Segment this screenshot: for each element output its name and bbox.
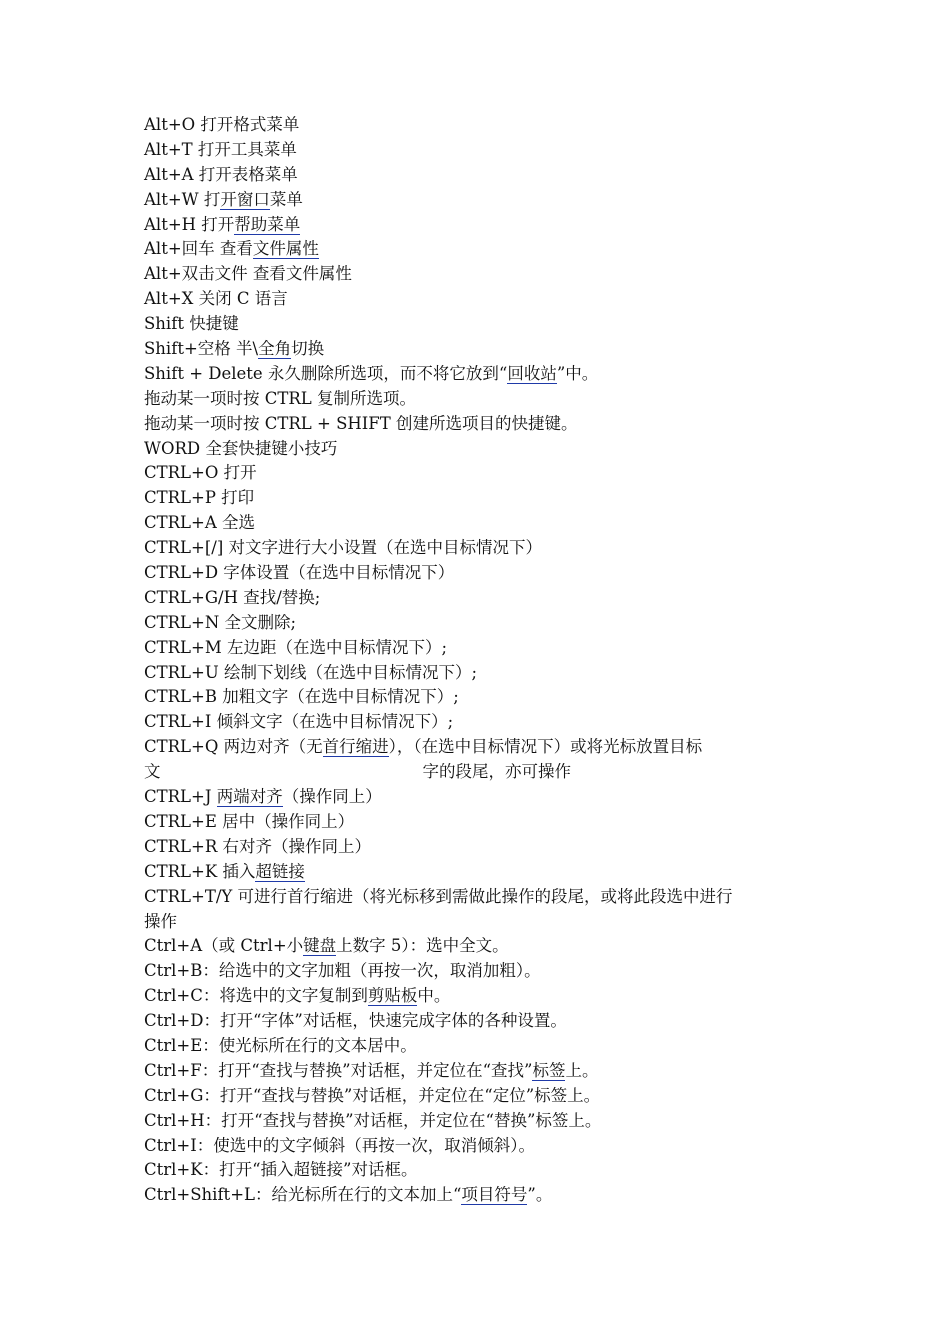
text-run: CTRL+T/Y 可进行首行缩进（将光标移到需做此操作的段尾，或将此段选中进行: [144, 886, 733, 906]
hyperlink-term[interactable]: 剪贴板: [367, 986, 418, 1006]
text-run: Ctrl+C：将选中的文字复制到: [144, 986, 368, 1006]
text-line: [144, 1034, 824, 1059]
text-run: Ctrl+I：使选中的文字倾斜（再按一次，取消倾斜）。: [144, 1135, 536, 1155]
text-line: [144, 113, 824, 138]
hyperlink-term[interactable]: 两端对齐: [216, 787, 283, 807]
text-line: [144, 984, 824, 1009]
text-line: [144, 910, 824, 935]
text-run: 切换: [291, 339, 325, 359]
text-run: CTRL+[/] 对文字进行大小设置（在选中目标情况下）: [144, 538, 543, 558]
text-run: （操作同上）: [282, 787, 382, 807]
text-line: [144, 835, 824, 860]
text-run: 拖动某一项时按 CTRL + SHIFT 创建所选项目的快捷键。: [144, 413, 578, 433]
text-run: Ctrl+Shift+L：给光标所在行的文本加上“: [144, 1185, 462, 1205]
text-line: [144, 1183, 824, 1208]
text-line: [144, 138, 824, 163]
text-run: 上数字 5）：选中全文。: [336, 936, 509, 956]
text-line: [144, 536, 824, 561]
document-body: [144, 113, 824, 1208]
text-run: Shift 快捷键: [144, 314, 239, 334]
text-line: [144, 362, 824, 387]
text-run: CTRL+G/H 查找/替换;: [144, 587, 321, 607]
text-run: Alt+回车 查看: [144, 239, 253, 259]
text-run: ），（在选中目标情况下）或将光标放置目标: [388, 737, 703, 757]
text-run: Ctrl+E：使光标所在行的文本居中。: [144, 1035, 417, 1055]
text-line: [144, 511, 824, 536]
text-run: Ctrl+G：打开“查找与替换”对话框，并定位在“定位”标签上。: [144, 1085, 601, 1105]
text-line: [144, 934, 824, 959]
text-line: [144, 586, 824, 611]
text-run: Shift+空格 半\: [144, 339, 259, 359]
text-line: [144, 860, 824, 885]
text-line: [144, 163, 824, 188]
text-line: [144, 287, 824, 312]
text-run: CTRL+P 打印: [144, 488, 255, 508]
hyperlink-term[interactable]: 回收站: [507, 363, 557, 383]
text-line: [144, 710, 824, 735]
text-run: Alt+O 打开格式菜单: [144, 115, 300, 134]
text-line: [144, 1158, 824, 1183]
hyperlink-term[interactable]: 文件属性: [252, 239, 319, 259]
text-run: Ctrl+D：打开“字体”对话框，快速完成字体的各种设置。: [144, 1011, 567, 1031]
text-run: 文: [144, 762, 161, 782]
text-run: Ctrl+F：打开“查找与替换”对话框，并定位在“查找”: [144, 1060, 533, 1080]
text-run: Alt+H 打开: [144, 214, 235, 234]
text-line: [144, 1134, 824, 1159]
hyperlink-term[interactable]: 标签: [532, 1060, 566, 1080]
hyperlink-term[interactable]: 帮助菜单: [234, 214, 301, 234]
text-line: [144, 959, 824, 984]
text-line: [144, 237, 824, 262]
text-run: CTRL+K 插入: [144, 861, 256, 881]
text-run: Alt+A 打开表格菜单: [144, 164, 298, 184]
text-run: ”。: [527, 1185, 553, 1205]
text-run: 字的段尾，亦可操作: [422, 762, 571, 782]
text-run: 操作: [144, 911, 177, 931]
text-run: 拖动某一项时按 CTRL 复制所选项。: [144, 388, 417, 408]
text-line: [144, 486, 824, 511]
text-run: 中。: [417, 986, 451, 1006]
text-line: [144, 685, 824, 710]
text-line: [144, 735, 824, 760]
text-run: CTRL+M 左边距（在选中目标情况下）;: [144, 637, 448, 657]
hyperlink-term[interactable]: 键盘: [303, 936, 337, 956]
text-run: CTRL+O 打开: [144, 463, 257, 483]
text-run: Ctrl+H：打开“查找与替换”对话框，并定位在“替换”标签上。: [144, 1110, 602, 1130]
text-run: CTRL+J: [144, 787, 217, 807]
text-run: CTRL+Q 两边对齐（无: [144, 737, 323, 757]
text-line: [144, 885, 824, 910]
text-run: CTRL+D 字体设置（在选中目标情况下）: [144, 563, 455, 583]
text-run: ”中。: [556, 363, 599, 383]
text-line: [144, 611, 824, 636]
text-run: Alt+W 打: [144, 189, 221, 209]
text-run: Ctrl+B：给选中的文字加粗（再按一次，取消加粗）。: [144, 961, 541, 981]
text-run: CTRL+I 倾斜文字（在选中目标情况下）;: [144, 712, 454, 732]
text-line: [144, 312, 824, 337]
hyperlink-term[interactable]: 全角: [258, 339, 292, 359]
text-line: [144, 810, 824, 835]
hyperlink-term[interactable]: 首行缩进: [322, 737, 389, 757]
hyperlink-term[interactable]: 开窗口: [220, 189, 270, 209]
text-run: CTRL+R 右对齐（操作同上）: [144, 836, 372, 856]
text-run: Alt+T 打开工具菜单: [144, 139, 297, 159]
text-line: [144, 785, 824, 810]
text-run: CTRL+A 全选: [144, 513, 255, 533]
text-run: Alt+X 关闭 C 语言: [144, 289, 288, 309]
text-run: CTRL+B 加粗文字（在选中目标情况下）;: [144, 687, 459, 707]
text-run: Shift + Delete 永久删除所选项，而不将它放到“: [144, 363, 508, 383]
text-line: [144, 561, 824, 586]
text-line: [144, 1109, 824, 1134]
text-line: [144, 188, 824, 213]
text-line: [144, 760, 824, 785]
text-run: Ctrl+K：打开“插入超链接”对话框。: [144, 1160, 418, 1180]
text-line: [144, 337, 824, 362]
text-line: [144, 262, 824, 287]
text-run: 菜单: [269, 189, 303, 209]
text-run: CTRL+N 全文删除;: [144, 612, 297, 632]
text-line: [144, 1059, 824, 1084]
text-line: [144, 1084, 824, 1109]
text-line: [144, 213, 824, 238]
text-run: Alt+双击文件 查看文件属性: [144, 264, 352, 284]
text-line: [144, 437, 824, 462]
text-line: [144, 412, 824, 437]
text-run: CTRL+E 居中（操作同上）: [144, 811, 355, 831]
text-run: WORD 全套快捷键小技巧: [144, 438, 338, 458]
text-run: CTRL+U 绘制下划线（在选中目标情况下）;: [144, 662, 478, 682]
hyperlink-term[interactable]: 项目符号: [461, 1185, 528, 1205]
text-line: [144, 1009, 824, 1034]
text-run: 上。: [565, 1060, 599, 1080]
text-line: [144, 387, 824, 412]
hyperlink-term[interactable]: 超链接: [255, 861, 305, 881]
text-line: [144, 461, 824, 486]
text-line: [144, 661, 824, 686]
text-line: [144, 636, 824, 661]
text-run: Ctrl+A（或 Ctrl+小: [144, 936, 304, 956]
